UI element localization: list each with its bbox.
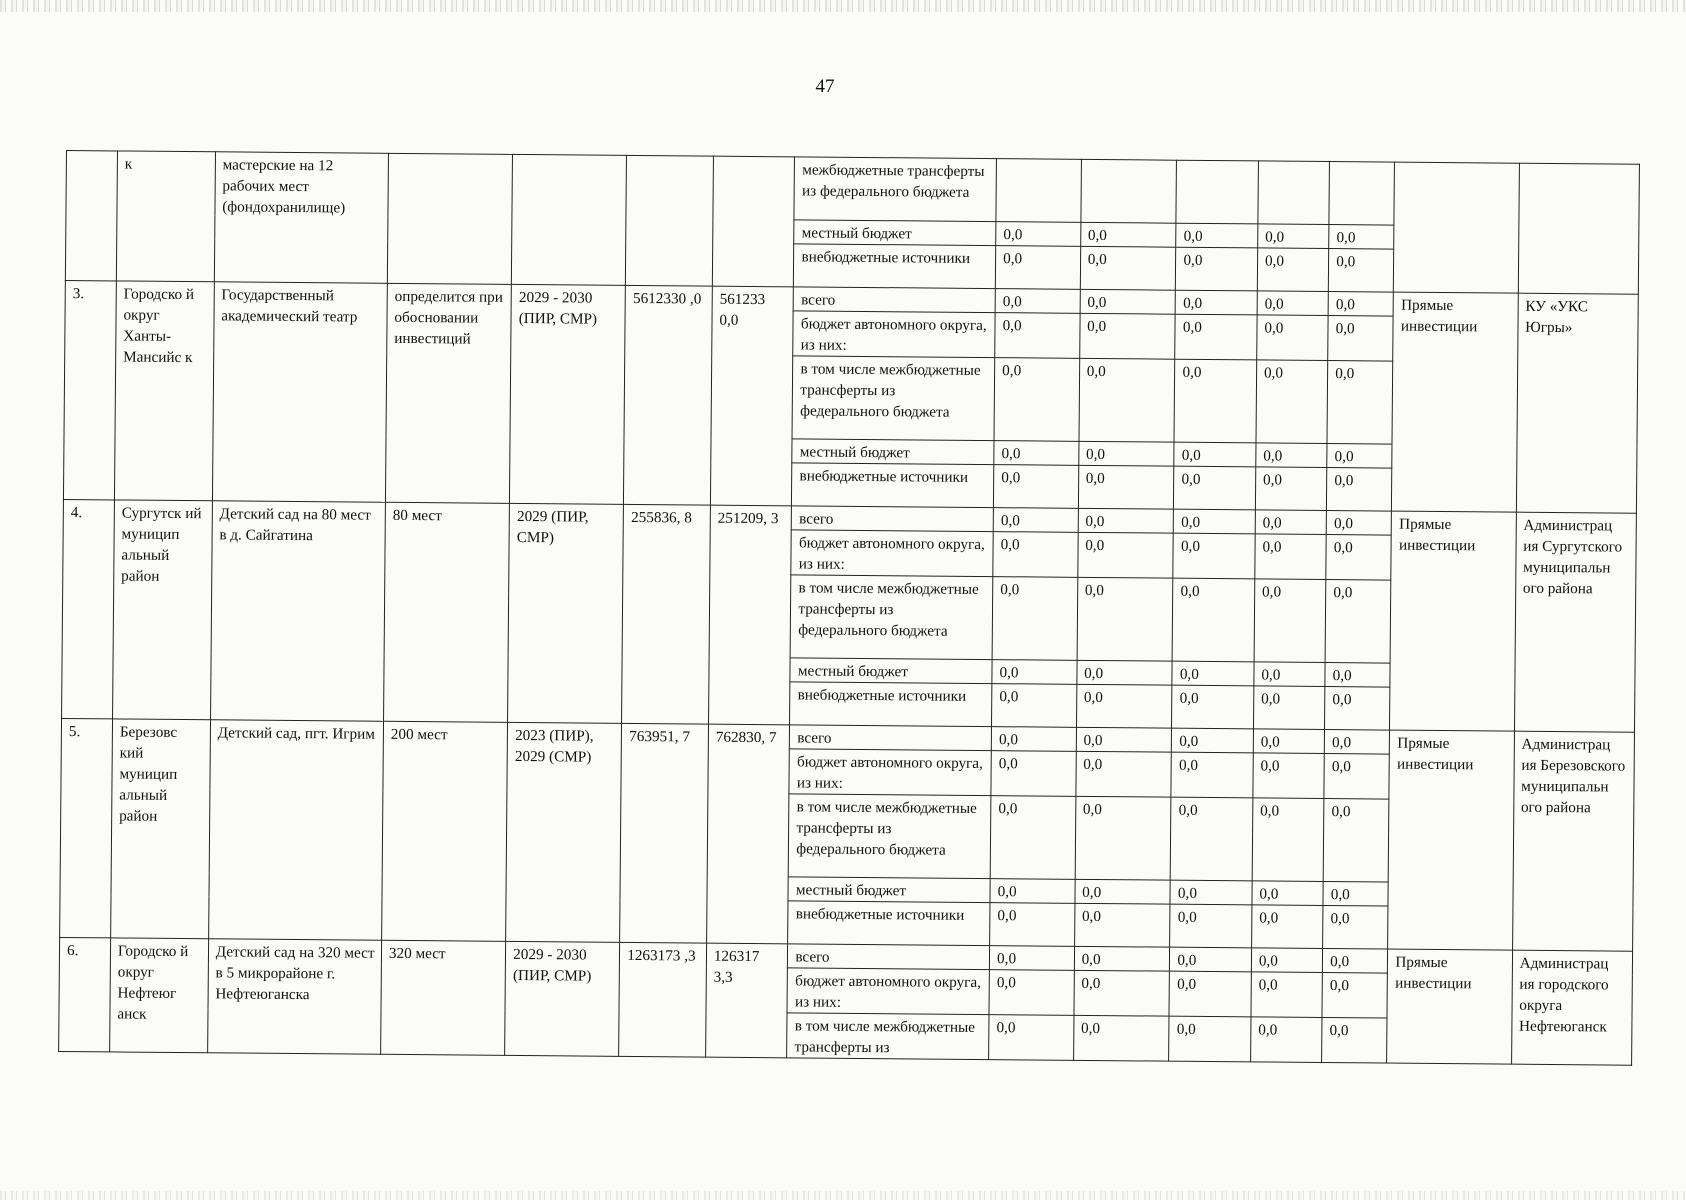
table-row <box>66 151 1639 228</box>
funding-value: 0,0 <box>1076 684 1172 728</box>
object-name: Детский сад на 320 мест в 5 микрорайоне г. Нефтеюганска <box>207 939 381 1055</box>
funding-value: 0,0 <box>1328 292 1393 317</box>
investment-form <box>1394 162 1519 293</box>
funding-source: местный бюджет <box>790 658 992 684</box>
row-number: 3. <box>63 280 116 499</box>
funding-source: внебюджетные источники <box>792 463 994 508</box>
funding-value: 0,0 <box>1174 466 1256 510</box>
capacity: определится при обосновании инвестиций <box>385 283 511 503</box>
funding-value: 0,0 <box>1327 361 1393 445</box>
funding-value: 0,0 <box>1326 535 1392 581</box>
capacity: 320 мест <box>381 940 506 1055</box>
row-number: 5. <box>60 718 113 937</box>
table-body <box>59 151 1640 1066</box>
funding-value: 0,0 <box>1079 358 1175 442</box>
funding-value: 0,0 <box>1170 880 1252 905</box>
period: 2029 - 2030 (ПИР, СМР) <box>505 941 620 1056</box>
funding-value: 0,0 <box>1323 799 1389 883</box>
funding-source: в том числе межбюджетные трансферты из федерального бюджета <box>789 794 991 879</box>
funding-value: 0,0 <box>1253 729 1325 754</box>
funding-value: 0,0 <box>1257 315 1329 361</box>
funding-value: 0,0 <box>1075 796 1171 880</box>
funding-value: 0,0 <box>1252 798 1324 882</box>
capacity: 200 мест <box>382 721 508 941</box>
funding-value: 0,0 <box>990 796 1075 880</box>
funding-value: 0,0 <box>1254 579 1326 663</box>
funding-value: 0,0 <box>1176 290 1258 315</box>
funding-value: 0,0 <box>1252 881 1324 906</box>
funding-value: 0,0 <box>1170 904 1252 948</box>
funding-value: 0,0 <box>989 1015 1074 1061</box>
funding-value: 0,0 <box>1323 948 1388 973</box>
funding-value: 0,0 <box>1256 360 1328 444</box>
investment-form: Прямые инвестиции <box>1388 730 1514 950</box>
object-name: Детский сад на 80 мест в д. Сайгатина <box>210 501 385 722</box>
cost-total: 255836, 8 <box>622 504 711 724</box>
funding-value: 0,0 <box>1322 1017 1388 1063</box>
cost-remaining: 762830, 7 <box>706 724 789 944</box>
funding-source: местный бюджет <box>792 439 994 465</box>
funding-value: 0,0 <box>1169 971 1251 1017</box>
capacity: 80 мест <box>383 502 509 722</box>
object-name: Детский сад, пгт. Игрим <box>208 720 383 941</box>
funding-value: 0,0 <box>1170 947 1252 972</box>
funding-source: в том числе межбюджетные трансферты из <box>787 1013 989 1060</box>
funding-value <box>996 159 1081 223</box>
investment-form: Прямые инвестиции <box>1390 511 1516 731</box>
funding-value: 0,0 <box>1323 905 1389 949</box>
row-number: 4. <box>62 499 115 718</box>
funding-value: 0,0 <box>1251 948 1323 973</box>
investment-table <box>58 150 1640 1066</box>
cost-total <box>626 155 714 286</box>
funding-value: 0,0 <box>989 946 1074 971</box>
funding-source: местный бюджет <box>794 220 996 246</box>
funding-value: 0,0 <box>1074 946 1170 971</box>
municipality: Городско й округ Нефтеюг анск <box>110 938 209 1053</box>
funding-value <box>1329 162 1395 226</box>
investment-form: Прямые инвестиции <box>1387 949 1512 1064</box>
funding-source: внебюджетные источники <box>790 682 992 727</box>
funding-value: 0,0 <box>1077 660 1173 685</box>
funding-value: 0,0 <box>1074 970 1170 1016</box>
funding-source: бюджет автономного округа, из них: <box>793 311 995 358</box>
funding-value: 0,0 <box>1253 686 1325 730</box>
funding-value: 0,0 <box>1326 511 1391 536</box>
funding-value: 0,0 <box>1175 314 1257 360</box>
municipality: к <box>116 151 215 282</box>
customer: Администрац ия городского округа Нефтеюганск <box>1511 950 1632 1065</box>
period: 2029 (ПИР, СМР) <box>508 503 624 723</box>
funding-value: 0,0 <box>1328 316 1394 362</box>
cost-remaining: 251209, 3 <box>708 505 791 725</box>
funding-source: межбюджетные трансферты из федерального бюджета <box>794 157 996 222</box>
funding-value: 0,0 <box>1327 444 1392 469</box>
municipality: Городско й округ Ханты- Мансийс к <box>114 281 214 501</box>
funding-source: внебюджетные источники <box>794 244 996 289</box>
funding-value: 0,0 <box>1078 441 1174 466</box>
funding-value: 0,0 <box>1176 223 1258 248</box>
funding-value: 0,0 <box>991 727 1076 752</box>
funding-value: 0,0 <box>1329 225 1394 250</box>
object-name: мастерские на 12 рабочих мест (фондохранилище) <box>214 152 388 284</box>
funding-value: 0,0 <box>1171 797 1253 881</box>
funding-value: 0,0 <box>1250 1017 1322 1063</box>
period <box>512 154 627 285</box>
period: 2029 - 2030 (ПИР, СМР) <box>510 284 626 504</box>
funding-value: 0,0 <box>1325 687 1391 731</box>
funding-value: 0,0 <box>1255 467 1327 511</box>
capacity <box>387 153 512 284</box>
funding-value: 0,0 <box>1323 882 1388 907</box>
funding-value: 0,0 <box>1176 247 1258 291</box>
customer <box>1518 163 1639 294</box>
funding-value: 0,0 <box>1077 532 1173 578</box>
funding-value: 0,0 <box>1080 289 1176 314</box>
funding-source: всего <box>792 506 994 532</box>
funding-value: 0,0 <box>994 465 1079 509</box>
funding-value: 0,0 <box>1172 661 1254 686</box>
funding-value: 0,0 <box>1078 508 1174 533</box>
funding-value: 0,0 <box>1251 972 1323 1018</box>
funding-source: внебюджетные источники <box>788 901 990 946</box>
funding-value: 0,0 <box>1325 663 1390 688</box>
funding-value: 0,0 <box>994 441 1079 466</box>
funding-value: 0,0 <box>1171 752 1253 798</box>
funding-value: 0,0 <box>994 358 1079 442</box>
customer: Администрац ия Сургутского муниципальн ого района <box>1514 512 1636 732</box>
funding-value: 0,0 <box>993 508 1078 533</box>
funding-value: 0,0 <box>1257 248 1329 292</box>
page-number: 47 <box>815 76 835 97</box>
funding-source: всего <box>788 944 990 970</box>
funding-source: в том числе межбюджетные трансферты из федерального бюджета <box>790 575 992 660</box>
row-number: 6. <box>59 937 111 1051</box>
funding-value: 0,0 <box>995 289 1080 314</box>
funding-value: 0,0 <box>1174 442 1256 467</box>
customer: КУ «УКС Югры» <box>1516 293 1638 513</box>
investment-form: Прямые инвестиции <box>1392 292 1518 512</box>
cost-remaining <box>712 156 795 287</box>
funding-value: 0,0 <box>1329 249 1395 293</box>
funding-value: 0,0 <box>1075 879 1171 904</box>
funding-value: 0,0 <box>1080 222 1176 247</box>
funding-value: 0,0 <box>1073 1015 1169 1061</box>
funding-value: 0,0 <box>1325 580 1391 664</box>
funding-source: всего <box>794 287 996 313</box>
funding-value: 0,0 <box>1256 443 1328 468</box>
funding-source: в том числе межбюджетные трансферты из федерального бюджета <box>792 356 994 441</box>
funding-value: 0,0 <box>995 246 1080 290</box>
cost-remaining: 126317 3,3 <box>705 943 787 1058</box>
funding-source: бюджет автономного округа, из них: <box>787 968 989 1015</box>
cost-total: 1263173 ,3 <box>619 942 707 1057</box>
funding-value: 0,0 <box>1079 313 1175 359</box>
funding-value <box>1176 160 1258 224</box>
funding-value: 0,0 <box>992 660 1077 685</box>
funding-value <box>1081 159 1177 223</box>
scan-edge-top <box>0 0 1686 12</box>
funding-value: 0,0 <box>991 751 1076 797</box>
funding-value: 0,0 <box>1172 728 1254 753</box>
funding-value: 0,0 <box>1327 468 1393 512</box>
funding-value: 0,0 <box>1080 246 1176 290</box>
object-name: Государственный академический театр <box>212 282 387 503</box>
funding-value: 0,0 <box>1257 291 1329 316</box>
funding-value: 0,0 <box>992 684 1077 728</box>
municipality: Березовс кий муницип альный район <box>111 719 211 939</box>
funding-value: 0,0 <box>993 532 1078 578</box>
funding-value: 0,0 <box>1174 509 1256 534</box>
funding-value: 0,0 <box>1253 753 1325 799</box>
scan-edge-bottom <box>0 1191 1686 1200</box>
funding-value: 0,0 <box>1251 905 1323 949</box>
funding-value: 0,0 <box>990 879 1075 904</box>
funding-value: 0,0 <box>1174 359 1256 443</box>
cost-total: 5612330 ,0 <box>624 285 713 505</box>
row-number <box>65 151 117 281</box>
funding-value: 0,0 <box>1169 1016 1251 1062</box>
funding-value: 0,0 <box>1322 972 1388 1018</box>
cost-remaining: 561233 0,0 <box>710 286 793 506</box>
funding-value: 0,0 <box>1074 903 1170 947</box>
funding-value: 0,0 <box>1254 662 1326 687</box>
funding-value <box>1258 161 1330 225</box>
funding-source: всего <box>790 725 992 751</box>
funding-value: 0,0 <box>1255 534 1327 580</box>
funding-value: 0,0 <box>1172 685 1254 729</box>
funding-value: 0,0 <box>1324 754 1390 800</box>
funding-value: 0,0 <box>1173 533 1255 579</box>
funding-value: 0,0 <box>996 222 1081 247</box>
funding-value: 0,0 <box>1258 224 1330 249</box>
funding-value: 0,0 <box>989 970 1074 1016</box>
funding-value: 0,0 <box>992 577 1077 661</box>
customer: Администрац ия Березовского муниципальн ого района <box>1512 731 1634 951</box>
municipality: Сургутск ий муницип альный район <box>112 500 212 720</box>
funding-value: 0,0 <box>1255 510 1327 535</box>
period: 2023 (ПИР), 2029 (СМР) <box>506 722 622 942</box>
funding-value: 0,0 <box>990 903 1075 947</box>
funding-source: бюджет автономного округа, из них: <box>791 530 993 577</box>
funding-value: 0,0 <box>1078 465 1174 509</box>
funding-value: 0,0 <box>1325 730 1390 755</box>
funding-value: 0,0 <box>995 313 1080 359</box>
funding-source: бюджет автономного округа, из них: <box>789 749 991 796</box>
funding-value: 0,0 <box>1172 578 1254 662</box>
funding-value: 0,0 <box>1077 577 1173 661</box>
funding-value: 0,0 <box>1076 727 1172 752</box>
funding-source: местный бюджет <box>788 877 990 903</box>
investment-table-sheet <box>58 150 1640 1066</box>
cost-total: 763951, 7 <box>620 723 709 943</box>
funding-value: 0,0 <box>1076 751 1172 797</box>
